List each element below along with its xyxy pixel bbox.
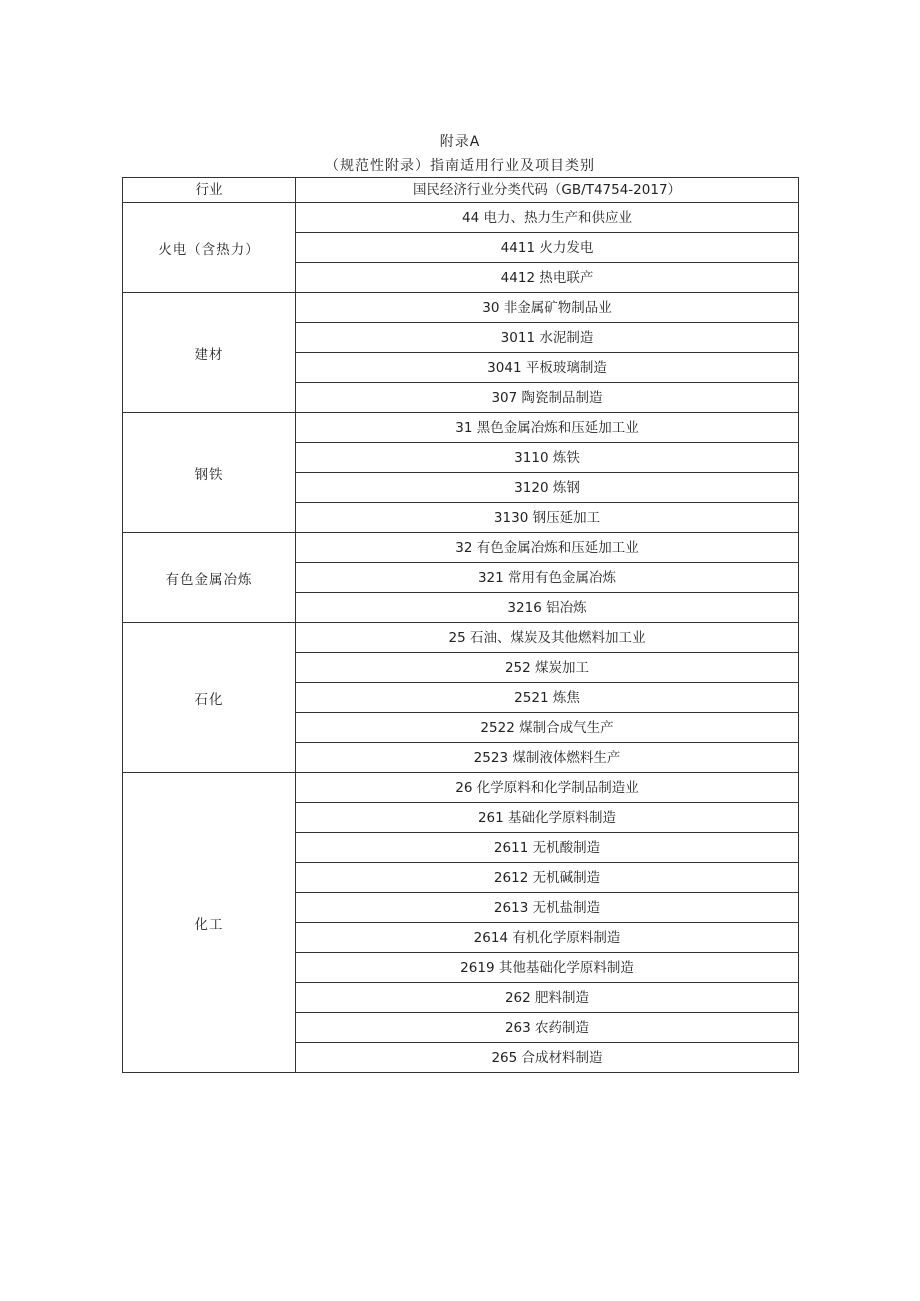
code-cell: 31 黑色金属冶炼和压延加工业: [296, 413, 799, 443]
appendix-title: 附录A: [439, 134, 481, 150]
appendix-subtitle: （规范性附录）指南适用行业及项目类别: [325, 158, 595, 174]
code-cell: 4411 火力发电: [296, 233, 799, 263]
industry-table: [122, 177, 799, 1073]
table-row: [123, 413, 799, 443]
code-cell: 3110 炼铁: [296, 443, 799, 473]
header-code: 国民经济行业分类代码（GB/T4754-2017）: [296, 178, 799, 203]
code-cell: 4412 热电联产: [296, 263, 799, 293]
code-cell: 307 陶瓷制品制造: [296, 383, 799, 413]
code-cell: 3120 炼钢: [296, 473, 799, 503]
code-cell: 2611 无机酸制造: [296, 833, 799, 863]
code-cell: 265 合成材料制造: [296, 1043, 799, 1073]
industry-cell: 火电（含热力）: [123, 203, 296, 293]
industry-cell: 石化: [123, 623, 296, 773]
code-cell: 261 基础化学原料制造: [296, 803, 799, 833]
header-industry: 行业: [123, 178, 296, 203]
industry-cell: 化工: [123, 773, 296, 1073]
code-cell: 3041 平板玻璃制造: [296, 353, 799, 383]
code-cell: 2523 煤制液体燃料生产: [296, 743, 799, 773]
code-cell: 2613 无机盐制造: [296, 893, 799, 923]
code-cell: 3216 铝冶炼: [296, 593, 799, 623]
code-cell: 2619 其他基础化学原料制造: [296, 953, 799, 983]
code-cell: 262 肥料制造: [296, 983, 799, 1013]
table-row: [123, 203, 799, 233]
industry-cell: 钢铁: [123, 413, 296, 533]
table-header-row: [123, 178, 799, 203]
table-row: [123, 623, 799, 653]
code-cell: 252 煤炭加工: [296, 653, 799, 683]
code-cell: 25 石油、煤炭及其他燃料加工业: [296, 623, 799, 653]
code-cell: 3130 钢压延加工: [296, 503, 799, 533]
code-cell: 2614 有机化学原料制造: [296, 923, 799, 953]
code-cell: 26 化学原料和化学制品制造业: [296, 773, 799, 803]
code-cell: 2612 无机碱制造: [296, 863, 799, 893]
table-row: [123, 293, 799, 323]
code-cell: 3011 水泥制造: [296, 323, 799, 353]
code-cell: 263 农药制造: [296, 1013, 799, 1043]
code-cell: 30 非金属矿物制品业: [296, 293, 799, 323]
industry-cell: 有色金属冶炼: [123, 533, 296, 623]
table-row: [123, 533, 799, 563]
code-cell: 321 常用有色金属冶炼: [296, 563, 799, 593]
code-cell: 2522 煤制合成气生产: [296, 713, 799, 743]
code-cell: 2521 炼焦: [296, 683, 799, 713]
industry-cell: 建材: [123, 293, 296, 413]
code-cell: 32 有色金属冶炼和压延加工业: [296, 533, 799, 563]
table-body: [123, 203, 799, 1073]
table-row: [123, 773, 799, 803]
code-cell: 44 电力、热力生产和供应业: [296, 203, 799, 233]
